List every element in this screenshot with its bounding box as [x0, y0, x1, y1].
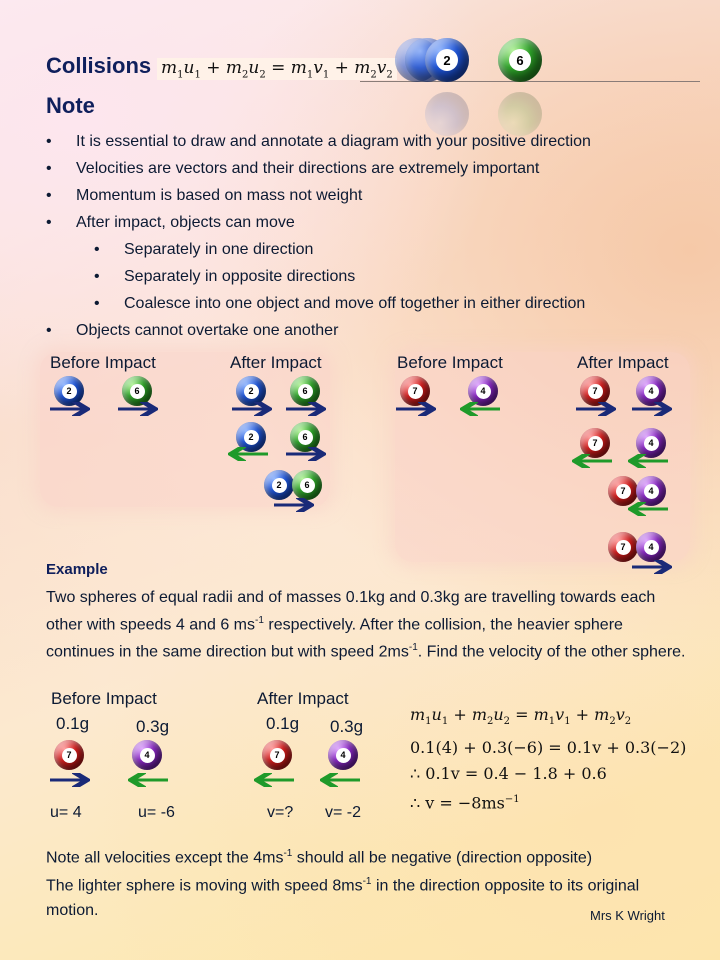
- left-arrow-icon: [628, 502, 670, 516]
- left-arrow-icon: [228, 447, 270, 461]
- example-text: Two spheres of equal radii and of masses 0.1kg and 0.3kg are travelling towards each other with speeds 4 and 6 $ms^{-1}$ respectively. After the collision, the heavier sphere continues in the same direction but with speed $2ms^{-1}$. Find the velocity of the other sphere.: [46, 589, 686, 661]
- note-line-1: Note all velocities except the $4ms^{-1}$ should all be negative (direction opposite): [46, 848, 593, 867]
- author-credit: Mrs K Wright: [590, 908, 665, 923]
- before-impact-label: Before Impact: [51, 689, 157, 708]
- right-arrow-icon: [284, 447, 326, 461]
- work-line-2: ∴ 0.1v = 0.4 − 1.8 + 0.6: [410, 764, 607, 784]
- velocity-u2: u= -6: [138, 804, 175, 821]
- mass-label-2: 0.3g: [136, 717, 170, 736]
- work-line-1: 0.1(4) + 0.3(−6) = 0.1v + 0.3(−2): [410, 738, 687, 758]
- red-ball-7-icon: 7: [580, 376, 610, 406]
- left-arrow-icon: [460, 402, 502, 416]
- example-heading: Example: [46, 561, 108, 578]
- velocity-u1: u= 4: [50, 804, 82, 821]
- left-arrow-icon: [254, 773, 296, 787]
- left-arrow-icon: [320, 773, 362, 787]
- before-impact-label: Before Impact: [397, 353, 503, 372]
- note-line-2: The lighter sphere is moving with speed $8ms^{-1}$ in the direction opposite to its original motion.: [46, 876, 640, 919]
- right-arrow-icon: [48, 402, 90, 416]
- right-arrow-icon: [630, 402, 672, 416]
- green-ball-6-icon: 6: [290, 422, 320, 452]
- purple-ball-4-icon: 4: [636, 428, 666, 458]
- green-ball-6-icon: 6: [292, 470, 322, 500]
- mass-label-1: 0.1g: [266, 714, 300, 733]
- left-arrow-icon: [572, 454, 614, 468]
- right-arrow-icon: [48, 773, 90, 787]
- blue-ball-2-icon: 2: [236, 422, 266, 452]
- purple-ball-4-icon: 4: [468, 376, 498, 406]
- red-ball-7-icon: 7: [580, 428, 610, 458]
- red-ball-7-icon: 7: [54, 740, 84, 770]
- right-arrow-icon: [230, 402, 272, 416]
- sub-bullet-item: • Coalesce into one object and move off together in either direction: [46, 290, 696, 317]
- red-ball-7-icon: 7: [400, 376, 430, 406]
- right-arrow-icon: [272, 498, 314, 512]
- bullet-item: • Velocities are vectors and their directions are extremely important: [46, 155, 696, 182]
- mass-label-1: 0.1g: [56, 714, 90, 733]
- sub-bullet-item: • Separately in opposite directions: [46, 263, 696, 290]
- purple-ball-4-icon: 4: [328, 740, 358, 770]
- right-arrow-icon: [574, 402, 616, 416]
- after-impact-label: After Impact: [257, 689, 349, 708]
- velocity-v2: v= -2: [325, 804, 362, 821]
- momentum-equation: $m_1u_1 + m_2u_2 = m_1v_1 + m_2v_2$: [157, 58, 397, 80]
- velocity-v1: v=?: [267, 804, 294, 821]
- right-arrow-icon: [394, 402, 436, 416]
- green-ball-6-icon: 6: [498, 38, 542, 82]
- right-arrow-icon: [630, 560, 672, 574]
- after-impact-label: After Impact: [230, 353, 322, 372]
- left-arrow-icon: [628, 454, 670, 468]
- before-impact-label: Before Impact: [50, 353, 156, 372]
- blue-ball-2-icon: 2: [425, 38, 469, 82]
- red-ball-7-icon: 7: [608, 532, 638, 562]
- right-arrow-icon: [284, 402, 326, 416]
- work-line-equation: $m_1u_1 + m_2u_2 = m_1v_1 + m_2v_2$: [410, 705, 632, 728]
- worked-solution: [410, 702, 686, 817]
- purple-ball-4-icon: 4: [636, 532, 666, 562]
- purple-ball-4-icon: 4: [132, 740, 162, 770]
- bullet-item: • Momentum is based on mass not weight: [46, 182, 696, 209]
- bullet-item: • After impact, objects can move: [46, 209, 696, 236]
- after-impact-label: After Impact: [577, 353, 669, 372]
- note-bullets: [46, 128, 696, 344]
- left-arrow-icon: [128, 773, 170, 787]
- blue-ball-2-icon: 2: [54, 376, 84, 406]
- red-ball-7-icon: 7: [608, 476, 638, 506]
- purple-ball-4-icon: 4: [636, 476, 666, 506]
- bullet-item: • Objects cannot overtake one another: [46, 317, 696, 344]
- purple-ball-4-icon: 4: [636, 376, 666, 406]
- sub-bullet-item: • Separately in one direction: [46, 236, 696, 263]
- mass-label-2: 0.3g: [330, 717, 364, 736]
- page-title: Collisions: [46, 53, 152, 78]
- green-ball-6-icon: 6: [290, 376, 320, 406]
- right-arrow-icon: [116, 402, 158, 416]
- note-heading: Note: [46, 93, 95, 118]
- blue-ball-2-icon: 2: [236, 376, 266, 406]
- red-ball-7-icon: 7: [262, 740, 292, 770]
- bullet-item: • It is essential to draw and annotate a diagram with your positive direction: [46, 128, 696, 155]
- blue-ball-2-icon: 2: [264, 470, 294, 500]
- work-line-3: ∴ $v = -8ms^{-1}$: [410, 793, 520, 813]
- green-ball-6-icon: 6: [122, 376, 152, 406]
